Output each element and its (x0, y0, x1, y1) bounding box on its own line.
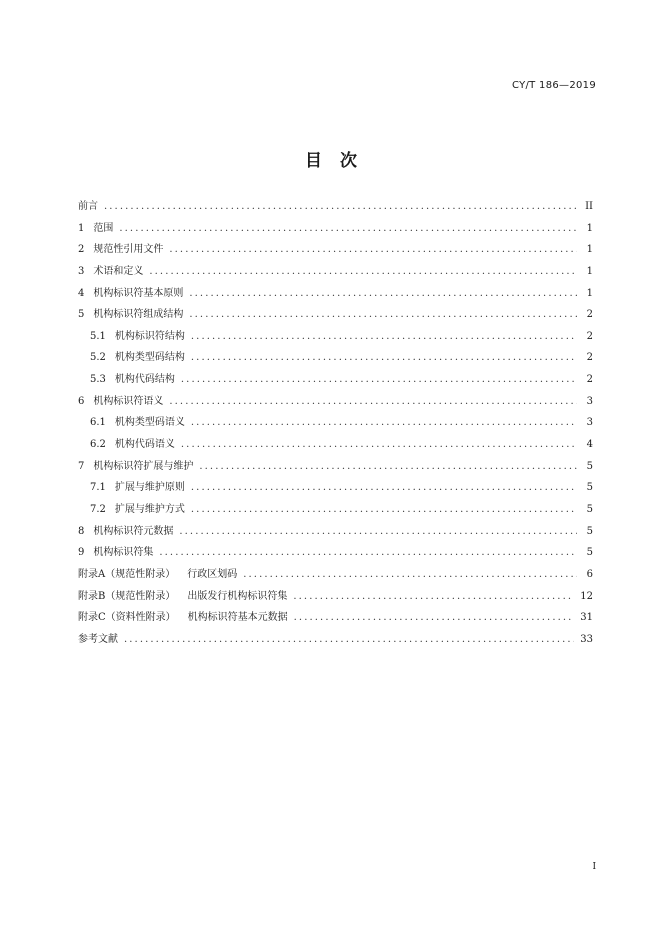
table-of-contents (78, 200, 593, 654)
toc-entry-label: 机构类型码结构 (114, 352, 185, 364)
toc-entry-label: 附录C（资料性附录） (78, 612, 176, 624)
toc-entry-label: 机构类型码语义 (114, 417, 185, 429)
toc-dot-leader (149, 265, 577, 279)
toc-entry-page: 5 (586, 503, 593, 515)
toc-entry-page: 2 (586, 352, 593, 364)
toc-entry-label: 参考文献 (78, 633, 118, 645)
toc-entry-number: 9 (78, 547, 85, 559)
toc-entry-page: 31 (580, 612, 593, 624)
toc-entry[interactable] (78, 568, 593, 590)
toc-entry-label: 机构代码语义 (114, 439, 175, 451)
toc-dot-leader (179, 525, 577, 539)
toc-entry-number: 6.2 (90, 439, 106, 451)
toc-entry-page: 5 (586, 482, 593, 494)
toc-entry-number: 1 (78, 222, 85, 234)
toc-dot-leader (169, 243, 577, 257)
toc-entry-number: 4 (78, 287, 85, 299)
toc-dot-leader (104, 200, 577, 214)
toc-entry-number: 5.2 (90, 352, 106, 364)
toc-entry-label: 附录B（规范性附录） (78, 590, 176, 602)
toc-entry[interactable] (78, 351, 593, 373)
toc-dot-leader (189, 287, 577, 301)
toc-entry[interactable] (78, 287, 593, 309)
toc-dot-leader (199, 460, 577, 474)
toc-entry-label: 机构标识符集 (93, 547, 154, 559)
toc-entry[interactable] (78, 611, 593, 633)
toc-entry[interactable] (78, 481, 593, 503)
toc-entry-number: 5.3 (90, 374, 106, 386)
toc-entry-page: 1 (586, 265, 593, 277)
toc-entry[interactable] (78, 416, 593, 438)
toc-dot-leader (191, 481, 577, 495)
toc-entry-number: 7 (78, 460, 85, 472)
toc-entry-subtitle: 机构标识符基本元数据 (187, 612, 288, 624)
toc-entry-page: II (585, 201, 593, 212)
toc-entry-number: 6.1 (90, 417, 106, 429)
toc-entry-page: 5 (586, 460, 593, 472)
toc-entry[interactable] (78, 590, 593, 612)
toc-entry[interactable] (78, 525, 593, 547)
toc-entry-label: 机构标识符基本原则 (93, 287, 184, 299)
toc-entry[interactable] (78, 308, 593, 330)
toc-entry-page: 6 (586, 568, 593, 580)
toc-entry-page: 5 (586, 547, 593, 559)
toc-entry[interactable] (78, 200, 593, 222)
toc-entry-subtitle: 出版发行机构标识符集 (187, 590, 288, 602)
toc-entry-label: 扩展与维护原则 (114, 482, 185, 494)
toc-entry-number: 3 (78, 265, 85, 277)
toc-entry-number: 5.1 (90, 330, 106, 342)
toc-entry-label: 机构标识符元数据 (93, 525, 174, 537)
toc-entry-number: 7.2 (90, 503, 106, 515)
toc-entry[interactable] (78, 265, 593, 287)
toc-entry[interactable] (78, 373, 593, 395)
toc-dot-leader (191, 351, 577, 365)
toc-entry-page: 1 (586, 244, 593, 256)
toc-entry-page: 5 (586, 525, 593, 537)
toc-entry-page: 2 (586, 309, 593, 321)
toc-entry-page: 2 (586, 330, 593, 342)
toc-entry-page: 3 (586, 395, 593, 407)
toc-dot-leader (293, 590, 574, 604)
toc-dot-leader (181, 373, 577, 387)
toc-dot-leader (159, 546, 577, 560)
toc-dot-leader (294, 611, 575, 625)
toc-entry-number: 6 (78, 395, 85, 407)
toc-title: 目次 (305, 151, 375, 171)
toc-dot-leader (169, 395, 577, 409)
toc-entry-label: 机构标识符语义 (93, 395, 164, 407)
toc-entry-label: 范围 (93, 222, 114, 234)
toc-entry-label: 规范性引用文件 (93, 244, 164, 256)
toc-entry-page: 3 (586, 417, 593, 429)
document-code: CY/T 186—2019 (511, 80, 596, 91)
toc-dot-leader (191, 503, 577, 517)
toc-entry[interactable] (78, 460, 593, 482)
toc-dot-leader (124, 633, 574, 647)
toc-dot-leader (189, 308, 577, 322)
toc-entry-number: 7.1 (90, 482, 106, 494)
toc-entry-number: 2 (78, 244, 85, 256)
toc-dot-leader (119, 222, 577, 236)
toc-entry-label: 术语和定义 (93, 265, 144, 277)
toc-dot-leader (191, 416, 577, 430)
toc-entry-label: 扩展与维护方式 (114, 503, 185, 515)
toc-entry-label: 机构标识符结构 (114, 330, 185, 342)
toc-entry[interactable] (78, 503, 593, 525)
toc-entry[interactable] (78, 633, 593, 655)
toc-entry-label: 机构代码结构 (114, 374, 175, 386)
toc-entry-label: 前言 (78, 201, 98, 212)
toc-entry-page: 12 (580, 590, 593, 602)
toc-entry-number: 8 (78, 525, 85, 537)
toc-entry-page: 1 (586, 287, 593, 299)
toc-entry-subtitle: 行政区划码 (187, 568, 238, 580)
toc-entry[interactable] (78, 222, 593, 244)
toc-dot-leader (191, 330, 577, 344)
toc-entry[interactable] (78, 438, 593, 460)
toc-entry[interactable] (78, 330, 593, 352)
toc-entry-page: 1 (586, 222, 593, 234)
page-number: I (592, 862, 596, 872)
toc-entry[interactable] (78, 395, 593, 417)
toc-dot-leader (243, 568, 577, 582)
toc-entry-label: 附录A（规范性附录） (78, 568, 176, 580)
toc-dot-leader (181, 438, 577, 452)
toc-entry-page: 2 (586, 374, 593, 386)
toc-entry-page: 33 (580, 633, 593, 645)
toc-entry[interactable] (78, 243, 593, 265)
toc-entry-number: 5 (78, 309, 85, 321)
toc-entry-label: 机构标识符扩展与维护 (93, 460, 194, 472)
toc-entry[interactable] (78, 546, 593, 568)
toc-entry-label: 机构标识符组成结构 (93, 309, 184, 321)
toc-entry-page: 4 (586, 439, 593, 451)
